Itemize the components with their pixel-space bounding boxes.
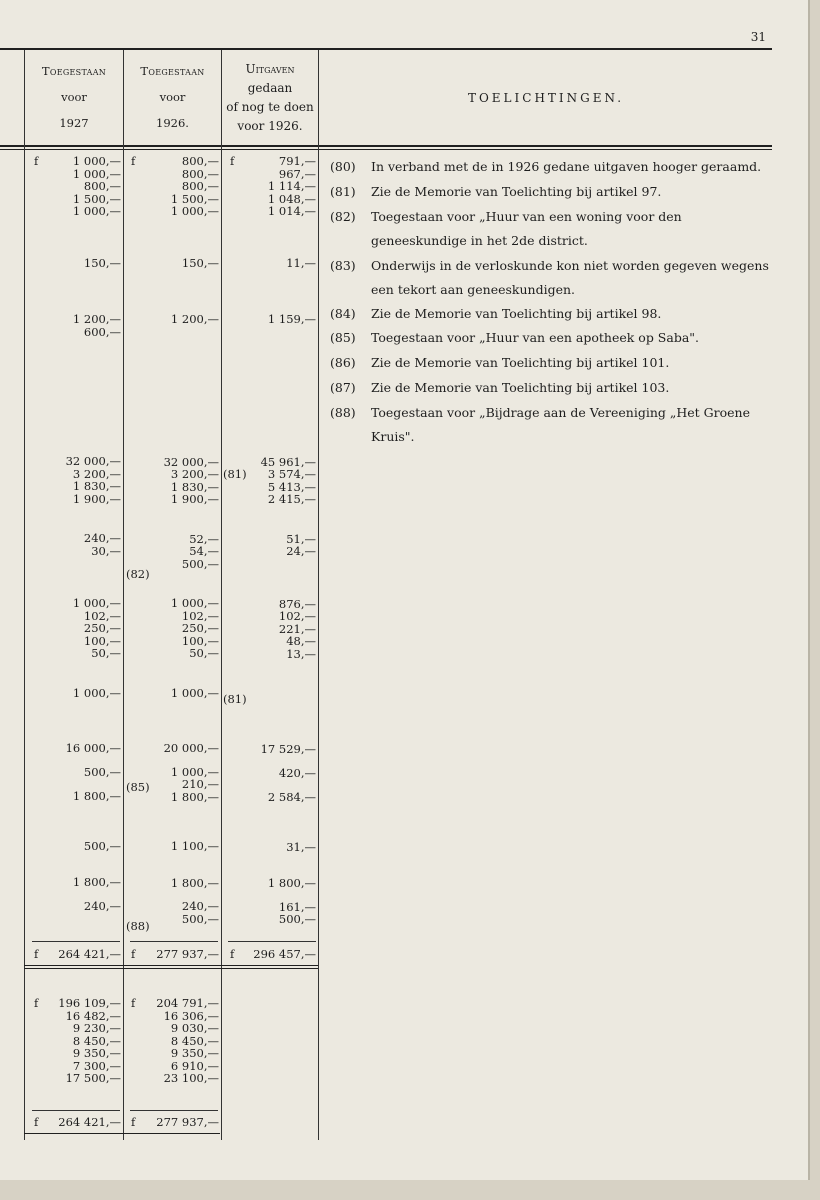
amount-value: 2 584,— xyxy=(267,790,316,804)
ref-mark: (88) xyxy=(126,919,150,933)
amount-group xyxy=(24,766,121,779)
amount-value: 500,— xyxy=(83,764,121,779)
amount-value: 3 200,— xyxy=(72,466,121,481)
amount-value: 9 350,— xyxy=(72,1046,121,1060)
amount-value: 102,— xyxy=(83,608,121,623)
summary-total-col2: 277 937,— xyxy=(156,1115,219,1129)
amount-value: 600,— xyxy=(83,324,121,339)
column-rule-3 xyxy=(318,50,319,1140)
amount-value: 102,— xyxy=(181,608,219,623)
amount-value: 100,— xyxy=(83,633,121,648)
note-83: (83) Onderwijs in de verloskunde kon niet worden gegeven wegens een tekort aan geneeskundigen. xyxy=(330,258,769,297)
amount-value: 210,— xyxy=(181,777,219,791)
amount-value: 54,— xyxy=(189,544,219,558)
amount-value: 1 800,— xyxy=(72,875,121,889)
amount-group xyxy=(122,597,219,660)
column-1927 xyxy=(24,155,121,912)
amount-group xyxy=(122,456,219,506)
amount-value: 1 000,— xyxy=(170,764,219,779)
note-81: (81) Zie de Memorie van Toelichting bij artikel 97. xyxy=(330,184,662,199)
amount-value: 24,— xyxy=(286,544,316,558)
amount-value: 52,— xyxy=(189,531,219,546)
amount-value: 1 000,— xyxy=(72,204,121,218)
amount-value: 876,— xyxy=(278,596,316,611)
amount-value: 17 500,— xyxy=(65,1071,121,1085)
amount-group xyxy=(220,257,316,270)
currency-mark: f xyxy=(34,947,39,961)
amount-value: 800,— xyxy=(181,154,219,168)
amount-group xyxy=(220,313,316,326)
amount-group xyxy=(220,743,316,756)
note-87: (87) Zie de Memorie van Toelichting bij artikel 103. xyxy=(330,380,670,395)
header-toelichtingen: TOELICHTINGEN. xyxy=(467,91,625,105)
amount-group xyxy=(24,997,121,1085)
amount-group xyxy=(122,313,219,326)
currency-mark: f xyxy=(34,1115,39,1129)
note-86: (86) Zie de Memorie van Toelichting bij artikel 101. xyxy=(330,355,670,370)
amount-value: 16 306,— xyxy=(163,1008,219,1023)
amount-group xyxy=(220,533,316,558)
summary-rule xyxy=(130,1110,218,1111)
amount-value: 420,— xyxy=(278,765,316,780)
amount-value: 500,— xyxy=(181,556,219,571)
amount-value: 161,— xyxy=(278,899,316,914)
amount-value: 1 800,— xyxy=(170,875,219,890)
amount-value: 5 413,— xyxy=(267,479,316,494)
header-col3: Uitgaven gedaan of nog te doen voor 1926. xyxy=(226,62,314,133)
amount-value: 51,— xyxy=(286,531,316,546)
header-col1: Toegestaan voor 1927 xyxy=(41,64,107,130)
note-85: (85) Toegestaan voor „Huur van een apotheek op Saba". xyxy=(330,330,699,345)
amount-value: 1 200,— xyxy=(170,312,219,326)
amount-value: 1 100,— xyxy=(170,839,219,853)
amount-value: 1 500,— xyxy=(170,191,219,206)
total-rule xyxy=(228,941,316,942)
ref-mark: (81) xyxy=(223,692,247,706)
amount-value: 31,— xyxy=(286,839,316,854)
amount-group xyxy=(24,900,121,913)
amount-value: 1 830,— xyxy=(170,479,219,494)
currency-mark: f xyxy=(131,154,136,168)
amount-value: 500,— xyxy=(181,911,219,926)
totals-rule-double xyxy=(24,968,318,969)
amount-value: 150,— xyxy=(83,255,121,270)
currency-mark: f xyxy=(131,996,136,1010)
amount-value: 1 000,— xyxy=(170,204,219,218)
amount-group xyxy=(24,155,121,218)
page-number: 31 xyxy=(750,30,766,44)
amount-value: 20 000,— xyxy=(163,741,219,755)
amount-value: 240,— xyxy=(83,898,121,913)
amount-value: 240,— xyxy=(181,899,219,913)
summary-rule-bottom xyxy=(24,1133,220,1134)
amount-value: 30,— xyxy=(91,543,121,558)
amount-value: 11,— xyxy=(286,255,316,270)
amount-value: 1 000,— xyxy=(170,685,219,700)
amount-value: 48,— xyxy=(286,634,316,648)
amount-value: 17 529,— xyxy=(260,742,316,756)
amount-value: 50,— xyxy=(189,646,219,660)
amount-value: 45 961,— xyxy=(260,454,316,469)
amount-value: 967,— xyxy=(278,166,316,181)
amount-group xyxy=(220,767,316,780)
amount-value: 1 014,— xyxy=(267,204,316,218)
amount-value: 1 900,— xyxy=(72,491,121,506)
amount-value: 791,— xyxy=(278,154,316,168)
currency-mark: f xyxy=(34,154,39,168)
amount-group xyxy=(122,155,219,218)
currency-mark: f xyxy=(131,947,136,961)
top-rule xyxy=(0,48,772,50)
amount-group xyxy=(220,877,316,890)
amount-value: 800,— xyxy=(181,179,219,193)
amount-value: 7 300,— xyxy=(72,1058,121,1073)
currency-mark: f xyxy=(34,996,39,1010)
amount-value: 196 109,— xyxy=(58,996,121,1010)
amount-value: 250,— xyxy=(181,621,219,635)
column-uitgaven xyxy=(220,155,316,926)
amount-value: 1 800,— xyxy=(170,789,219,804)
amount-group xyxy=(220,155,316,218)
amount-group xyxy=(24,790,121,803)
amount-group xyxy=(122,997,219,1085)
ref-mark: (81) xyxy=(223,467,247,481)
total-col3: 296 457,— xyxy=(253,947,316,961)
summary-col2 xyxy=(122,997,219,1085)
amount-value: 1 000,— xyxy=(72,596,121,610)
amount-group xyxy=(24,455,121,505)
amount-group xyxy=(24,876,121,889)
currency-mark: f xyxy=(230,154,235,168)
amount-value: 13,— xyxy=(286,646,316,661)
amount-group xyxy=(122,257,219,270)
total-col2: 277 937,— xyxy=(156,947,219,961)
amount-value: 1 000,— xyxy=(72,154,121,168)
amount-value: 1 800,— xyxy=(72,789,121,803)
amount-value: 102,— xyxy=(278,609,316,623)
total-col1: 264 421,— xyxy=(58,947,121,961)
amount-value: 32 000,— xyxy=(163,454,219,469)
amount-value: 1 159,— xyxy=(267,312,316,326)
amount-value: 150,— xyxy=(181,255,219,270)
header-rule-thin xyxy=(0,149,772,150)
amount-value: 500,— xyxy=(278,912,316,926)
amount-value: 1 000,— xyxy=(72,166,121,181)
amount-group xyxy=(24,687,121,700)
summary-total-col1: 264 421,— xyxy=(58,1115,121,1129)
amount-value: 16 482,— xyxy=(65,1008,121,1023)
amount-value: 3 200,— xyxy=(170,467,219,481)
amount-value: 9 350,— xyxy=(170,1046,219,1060)
amount-group xyxy=(220,901,316,926)
column-1926 xyxy=(122,155,219,925)
note-84: (84) Zie de Memorie van Toelichting bij artikel 98. xyxy=(330,306,662,321)
amount-value: 50,— xyxy=(91,646,121,660)
amount-group xyxy=(122,840,219,853)
amount-value: 9 030,— xyxy=(170,1021,219,1035)
currency-mark: f xyxy=(230,947,235,961)
amount-group xyxy=(24,532,121,557)
amount-value: 1 200,— xyxy=(72,312,121,326)
totals-rule xyxy=(24,965,318,966)
amount-value: 500,— xyxy=(83,838,121,853)
ref-mark: (85) xyxy=(126,780,150,794)
amount-value: 23 100,— xyxy=(163,1071,219,1085)
amount-value: 100,— xyxy=(181,633,219,648)
summary-rule xyxy=(32,1110,120,1111)
amount-group xyxy=(24,840,121,853)
amount-value: 8 450,— xyxy=(170,1033,219,1048)
amount-value: 1 500,— xyxy=(72,191,121,206)
amount-group xyxy=(122,533,219,571)
amount-value: 6 910,— xyxy=(170,1058,219,1073)
amount-group xyxy=(220,598,316,661)
summary-col1 xyxy=(24,997,121,1085)
amount-value: 1 900,— xyxy=(170,492,219,506)
amount-group xyxy=(24,597,121,660)
amount-value: 9 230,— xyxy=(72,1021,121,1035)
amount-value: 240,— xyxy=(83,531,121,545)
amount-group xyxy=(122,742,219,755)
amount-value: 8 450,— xyxy=(72,1033,121,1048)
total-rule xyxy=(32,941,120,942)
amount-group xyxy=(24,742,121,755)
amount-value: 1 830,— xyxy=(72,479,121,493)
amount-value: 250,— xyxy=(83,621,121,635)
note-88: (88) Toegestaan voor „Bijdrage aan de Vereeniging „Het Groene Kruis". xyxy=(330,405,750,444)
amount-value: 1 000,— xyxy=(72,685,121,700)
amount-group xyxy=(220,791,316,804)
amount-value: 1 048,— xyxy=(267,191,316,206)
ref-mark: (82) xyxy=(126,567,150,581)
amount-group xyxy=(24,257,121,270)
amount-group xyxy=(220,841,316,854)
amount-value: 3 574,— xyxy=(267,467,316,481)
amount-group xyxy=(24,313,121,338)
amount-value: 1 000,— xyxy=(170,596,219,610)
amount-value: 800,— xyxy=(83,179,121,193)
amount-group xyxy=(122,877,219,890)
note-82: (82) Toegestaan voor „Huur van een woning voor den geneeskundige in het 2de district. xyxy=(330,209,682,248)
note-80: (80) In verband met de in 1926 gedane uitgaven hooger geraamd. xyxy=(330,159,762,174)
total-rule xyxy=(130,941,218,942)
amount-value: 1 800,— xyxy=(267,876,316,890)
amount-value: 204 791,— xyxy=(156,996,219,1010)
amount-value: 16 000,— xyxy=(65,741,121,755)
amount-value: 221,— xyxy=(278,621,316,636)
header-rule xyxy=(0,145,772,147)
amount-group xyxy=(122,687,219,700)
amount-value: 800,— xyxy=(181,166,219,181)
amount-value: 1 114,— xyxy=(267,179,316,193)
amount-value: 32 000,— xyxy=(65,454,121,468)
header-col2: Toegestaan voor 1926. xyxy=(140,64,205,130)
currency-mark: f xyxy=(131,1115,136,1129)
amount-value: 2 415,— xyxy=(267,492,316,506)
